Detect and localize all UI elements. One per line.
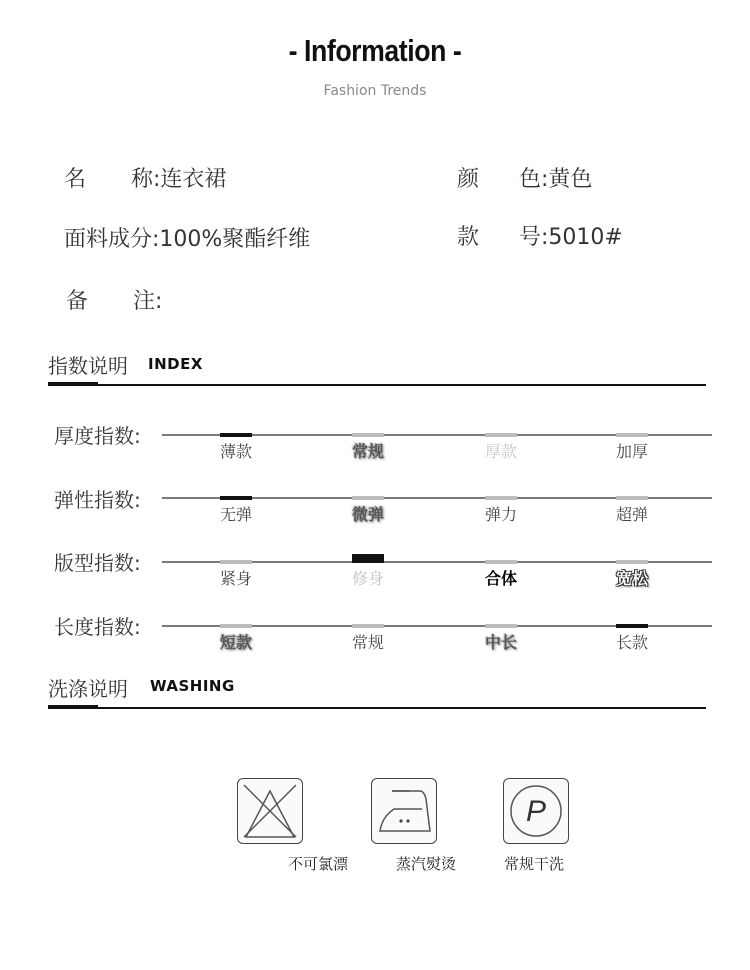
info-name-label-1: 名 [64,167,87,192]
index-option-label: 厚款 [484,442,517,461]
index-option-label: 常规 [351,633,384,652]
dry-clean-label: 常规干洗 [504,855,565,873]
index-option-selected-marker [352,554,384,563]
index-option-marker [485,433,517,437]
page-title: - Information - [288,33,462,68]
info-name-value: 称:连衣裙 [131,167,227,192]
info-style-value: 号:5010# [519,225,623,250]
index-option-marker [616,496,648,500]
index-option-label: 弹力 [484,505,517,524]
index-option-label: 短款 [219,633,252,652]
index-option-marker [616,560,648,564]
page-subtitle: Fashion Trends [323,83,427,99]
info-style-label-1: 款 [457,225,480,250]
washing-title-cn: 洗涤说明 [48,677,128,701]
info-color-value: 色:黄色 [519,167,593,192]
index-option-label: 修身 [351,569,384,588]
info-note-label-1: 备 [66,289,89,314]
steam-iron-icon [371,778,437,844]
washing-title-en: WASHING [150,677,235,695]
index-option-marker [352,496,384,500]
no-bleach-label: 不可氯漂 [288,855,349,873]
index-option-marker [352,624,384,628]
index-row-label: 厚度指数: [54,424,141,448]
no-bleach-icon [237,778,303,844]
index-option-label: 紧身 [219,569,252,588]
index-option-label: 加厚 [615,442,648,461]
index-option-marker [220,624,252,628]
index-option-label: 超弹 [615,505,648,524]
index-title-cn: 指数说明 [48,354,128,378]
index-option-marker [485,496,517,500]
index-option-marker [352,433,384,437]
index-option-label: 中长 [484,633,517,652]
index-option-selected-marker [616,624,648,628]
washing-title-divider [48,707,706,709]
steam-iron-label: 蒸汽熨烫 [396,855,457,873]
index-option-marker [220,560,252,564]
index-option-marker [485,560,517,564]
index-option-marker [485,624,517,628]
index-option-label: 微弹 [351,505,384,524]
index-row-label: 弹性指数: [54,488,141,512]
index-option-selected-marker [220,433,252,437]
index-title-divider [48,384,706,386]
dry-clean-p-icon [503,778,569,844]
index-option-label: 长款 [615,633,648,652]
index-row-label: 长度指数: [54,615,141,639]
index-option-label: 宽松 [615,569,648,588]
svg-text:P: P [525,795,547,828]
index-title-en: INDEX [148,355,203,373]
index-row-label: 版型指数: [54,551,141,575]
info-note-value: 注: [133,289,163,314]
index-option-label: 常规 [351,442,384,461]
index-option-label: 薄款 [219,442,252,461]
index-option-label: 合体 [484,569,517,588]
index-option-label: 无弹 [219,505,252,524]
index-option-selected-marker [220,496,252,500]
info-fabric: 面料成分:100%聚酯纤维 [64,227,311,252]
index-option-marker [616,433,648,437]
info-color-label-1: 颜 [457,167,480,192]
